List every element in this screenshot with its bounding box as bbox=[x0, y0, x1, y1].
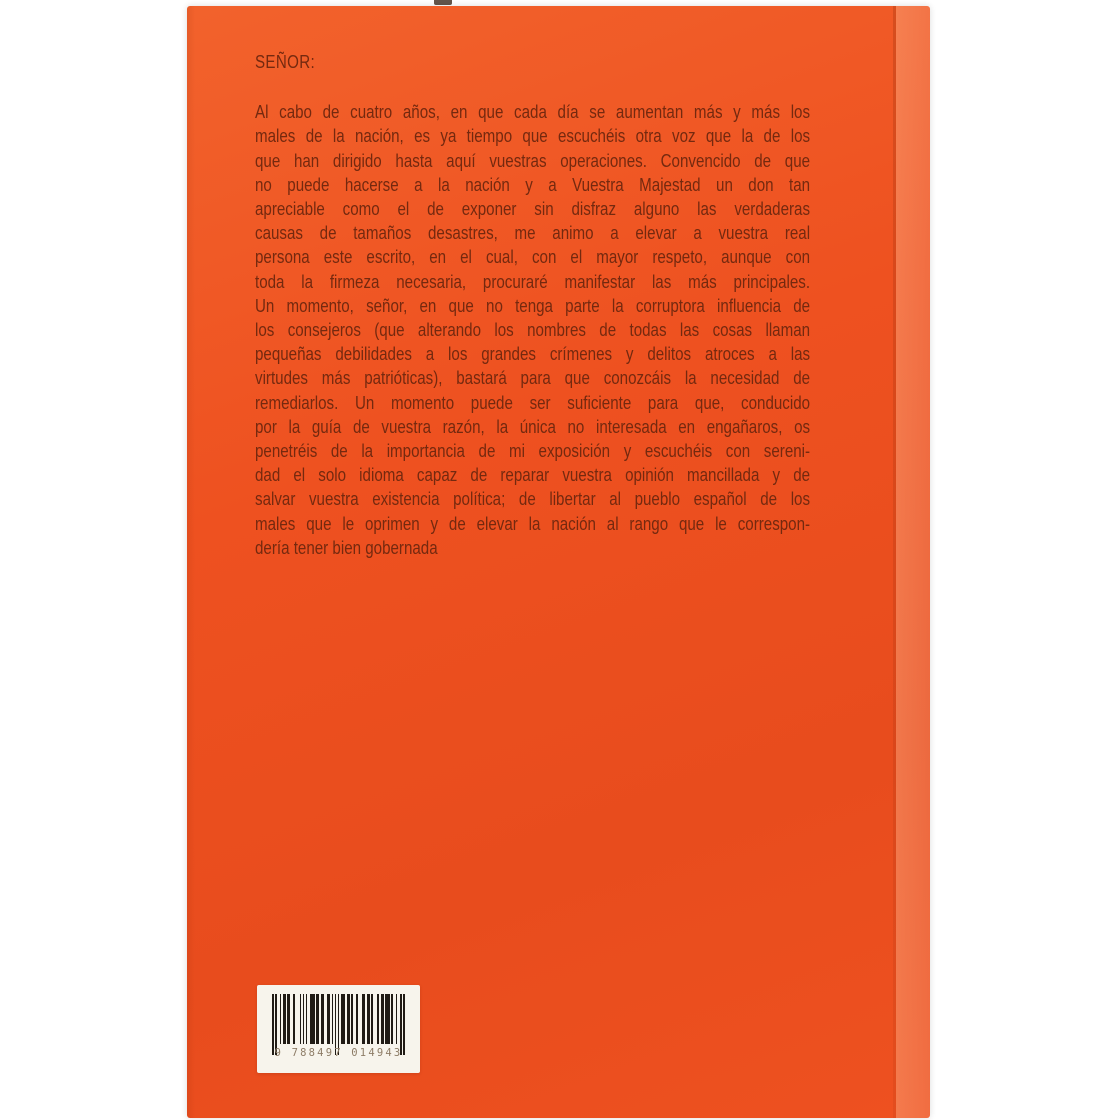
barcode-label bbox=[257, 985, 420, 1073]
body-line: por la guía de vuestra razón, la única no interesada en engañaros, os bbox=[255, 416, 811, 437]
barcode-bar bbox=[403, 994, 405, 1055]
barcode-bar bbox=[385, 994, 390, 1044]
barcode-bar bbox=[356, 994, 358, 1044]
barcode-bar bbox=[362, 994, 365, 1044]
barcode-bar bbox=[381, 994, 384, 1044]
barcode-bar bbox=[351, 994, 353, 1044]
body-text bbox=[255, 100, 915, 560]
photo-artifact bbox=[434, 0, 452, 5]
barcode-bar bbox=[280, 994, 282, 1044]
cover-text-block bbox=[255, 50, 915, 560]
barcode-bar bbox=[396, 994, 398, 1044]
barcode-bars bbox=[272, 994, 405, 1044]
barcode-number: 9 788497 014943 bbox=[274, 1047, 403, 1059]
barcode-bar bbox=[293, 994, 295, 1044]
body-line: salvar vuestra existencia política; de libertar al pueblo español de los bbox=[255, 489, 811, 510]
barcode-bar bbox=[272, 994, 274, 1055]
barcode-bar bbox=[347, 994, 350, 1044]
body-line: males de la nación, es ya tiempo que escuchéis otra voz que la de los bbox=[255, 126, 811, 147]
barcode-bar bbox=[335, 994, 337, 1055]
body-line: que han dirigido hasta aquí vuestras operaciones. Convencido de que bbox=[255, 150, 811, 171]
body-line: los consejeros (que alterando los nombres de todas las cosas llaman bbox=[255, 320, 811, 341]
barcode-bar bbox=[377, 994, 379, 1044]
barcode-bar bbox=[287, 994, 290, 1044]
body-line: penetréis de la importancia de mi exposición y escuchéis con sereni- bbox=[255, 441, 811, 462]
cover-left-shade bbox=[187, 6, 195, 1118]
barcode-bar bbox=[316, 994, 319, 1044]
body-line: persona este escrito, en el cual, con el mayor respeto, aunque con bbox=[255, 247, 811, 268]
barcode-bar bbox=[338, 994, 340, 1055]
barcode-bar bbox=[391, 994, 393, 1044]
body-line: males que le oprimen y de elevar la nación al rango que le correspon- bbox=[255, 513, 811, 534]
body-line: toda la firmeza necesaria, procuraré manifestar las más principales. bbox=[255, 271, 811, 292]
barcode-bar bbox=[400, 994, 402, 1055]
barcode-bar bbox=[367, 994, 370, 1044]
body-line: no puede hacerse a la nación y a Vuestra Majestad un don tan bbox=[255, 174, 811, 195]
book-back-cover bbox=[187, 6, 930, 1118]
body-line: pequeñas debilidades a los grandes crímenes y delitos atroces a las bbox=[255, 344, 811, 365]
body-line: dería tener bien gobernada bbox=[255, 537, 438, 558]
barcode-bar bbox=[275, 994, 277, 1055]
barcode-bar bbox=[283, 994, 286, 1044]
barcode-bar bbox=[332, 994, 334, 1044]
barcode-bar bbox=[303, 994, 305, 1044]
body-line: Al cabo de cuatro años, en que cada día se aumentan más y más los bbox=[255, 102, 811, 123]
body-line: Un momento, señor, en que no tenga parte la corruptora influencia de bbox=[255, 295, 811, 316]
barcode-bar bbox=[321, 994, 324, 1044]
body-line: remediarlos. Un momento puede ser suficiente para que, conducido bbox=[255, 392, 811, 413]
barcode-bar bbox=[371, 994, 373, 1044]
body-line: dad el solo idioma capaz de reparar vuestra opinión mancillada y de bbox=[255, 465, 811, 486]
body-line: apreciable como el de exponer sin disfraz alguno las verdaderas bbox=[255, 199, 811, 220]
salutation: SEÑOR: bbox=[255, 52, 316, 72]
barcode-bar bbox=[341, 994, 346, 1044]
body-line: virtudes más patrióticas), bastará para que conozcáis la necesidad de bbox=[255, 368, 811, 389]
body-line: causas de tamaños desastres, me animo a elevar a vuestra real bbox=[255, 223, 811, 244]
barcode-bar bbox=[310, 994, 315, 1044]
barcode-bar bbox=[300, 994, 302, 1044]
barcode-bar bbox=[327, 994, 330, 1044]
barcode-bar bbox=[306, 994, 308, 1044]
